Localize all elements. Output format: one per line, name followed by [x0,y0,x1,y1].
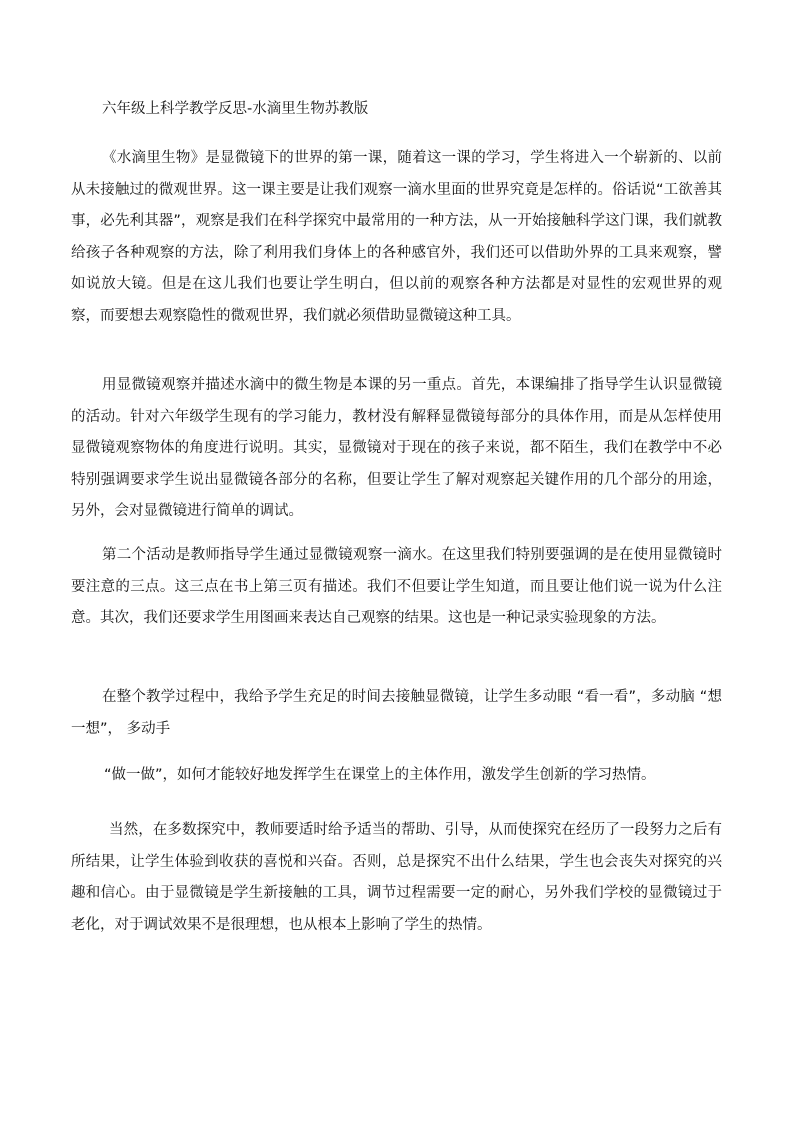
paragraph-microscope-observation: 用显微镜观察并描述水滴中的微生物是本课的另一重点。首先，本课编排了指导学生认识显微镜的活动。针对六年级学生现有的学习能力，教材没有解释显微镜每部分的具体作用，而是从怎样使用显微镜观察物体的角度进行说明。其实，显微镜对于现在的孩子来说，都不陌生，我们在教学中不必特别强调要求学生说出显微镜各部分的名称，但要让学生了解对观察起关键作用的几个部分的用途，另外，会对显微镜进行简单的调试。 [71,377,722,519]
paragraph-hands-on: “做一做”，如何才能较好地发挥学生在课堂上的主体作用，激发学生创新的学习热情。 [104,767,656,783]
paragraph-conclusion: 当然，在多数探究中，教师要适时给予适当的帮助、引导，从而使探究在经历了一段努力之后有所结果，让学生体验到收获的喜悦和兴奋。否则，总是探究不出什么结果，学生也会丧失对探究的兴趣和信心。由于显微镜是学生新接触的工具，调节过程需要一定的耐心，另外我们学校的显微镜过于老化，对于调试效果不是很理想，也从根本上影响了学生的热情。 [71,822,722,933]
document-title: 六年级上科学教学反思-水滴里生物苏教版 [102,101,369,117]
paragraph-introduction: 《水滴里生物》是显微镜下的世界的第一课，随着这一课的学习，学生将进入一个崭新的、以前从未接触过的微观世界。这一课主要是让我们观察一滴水里面的世界究竟是怎样的。俗话说“工欲善其事，必先利其器”，观察是我们在科学探究中最常用的一种方法，从一开始接触科学这门课，我们就教给孩子各种观察的方法，除了利用我们身体上的各种感官外，我们还可以借助外界的工具来观察，譬如说放大镜。但是在这儿我们也要让学生明白，但以前的观察各种方法都是对显性的宏观世界的观察，而要想去观察隐性的微观世界，我们就必须借助显微镜这种工具。 [71,150,722,324]
paragraph-second-activity: 第二个活动是教师指导学生通过显微镜观察一滴水。在这里我们特别要强调的是在使用显微镜时要注意的三点。这三点在书上第三页有描述。我们不但要让学生知道，而且要让他们说一说为什么注意。其次，我们还要求学生用图画来表达自己观察的结果。这也是一种记录实验现象的方法。 [71,547,722,626]
paragraph-teaching-process: 在整个教学过程中，我给予学生充足的时间去接触显微镜，让学生多动眼 “看一看”，多动脑 “想一想”， 多动手 [71,689,722,737]
